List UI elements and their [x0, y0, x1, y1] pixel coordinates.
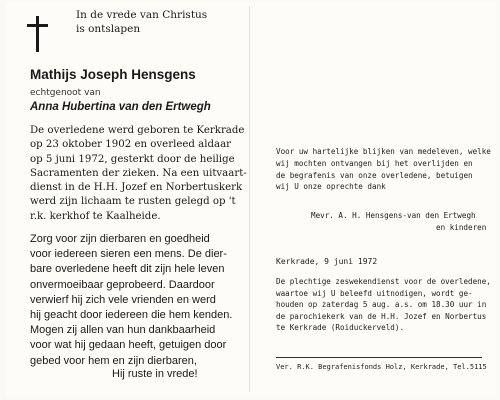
spouse-name: Anna Hubertina van den Ertwegh — [30, 101, 211, 113]
bio-line: De overledene werd geboren te Kerkrade — [30, 125, 245, 136]
tribute-line: voor wat hij gedaan heeft, getuigen door — [30, 339, 227, 352]
printer-rule — [276, 357, 482, 358]
thanks-message — [276, 146, 491, 193]
tribute-line: onvermoeibaar geprobeerd. Daardoor — [30, 278, 215, 291]
service-line: waartoe wij U beleefd uitnodigen, wordt ge- — [276, 288, 473, 298]
thanks-line: Voor uw hartelijke blijken van medeleven, welke — [276, 147, 491, 156]
service-notice — [276, 276, 491, 334]
tribute-line: Zorg voor zijn dierbaren en goedheid — [30, 233, 210, 245]
signature-family: en kinderen — [436, 223, 487, 232]
intro-line: In de vrede van Christus — [76, 9, 208, 21]
service-line: de parochiekerk van de H.H. Jozef en Norbertus — [276, 311, 487, 321]
signature-name: Mevr. A. H. Hensgens-van den Ertwegh — [311, 211, 476, 220]
tribute-line: voor iedereen sieren een mens. De dier- — [30, 248, 227, 261]
bio-line: op 23 oktober 1902 en overleed aldaar — [30, 139, 232, 151]
tribute-line: verwierf hij zich vele vrienden en werd — [30, 293, 216, 306]
fold-line — [249, 6, 250, 392]
place-date: Kerkrade, 9 juni 1972 — [276, 257, 378, 266]
spouse-label: echtgenoot van — [30, 88, 101, 98]
cross-icon-bar — [27, 24, 48, 27]
thanks-line: de begrafenis van onze overledene, betuigen — [276, 170, 473, 180]
tribute-paragraph — [30, 232, 232, 369]
tribute-line: Mogen zij allen van hun dankbaarheid — [30, 324, 216, 337]
bio-line: Sacramenten der zieken. Na een uitvaart- — [30, 167, 247, 179]
printer-credit: Ver. R.K. Begrafenisfonds Holz, Kerkrade, Tel.5115 — [276, 363, 487, 371]
thanks-line: wij U onze oprechte dank — [276, 182, 386, 192]
service-line: houden op zaterdag 5 aug. a.s. om 18.30 uur in — [276, 300, 487, 310]
intro-line: is ontslapen — [76, 23, 141, 35]
tribute-line: hij geacht door iedereen die hem kenden. — [30, 309, 233, 322]
service-line: te Kerkrade (Roiduckerveld). — [276, 323, 405, 333]
thanks-line: wij mochten ontvangen bij het overlijden en — [276, 158, 473, 168]
bio-line: dienst in de H.H. Jozef en Norbertuskerk — [30, 182, 243, 194]
bio-line: werd zijn lichaam te rusten gelegd op 't — [30, 196, 236, 208]
tribute-line: gebed voor hem en zijn dierbaren, — [30, 354, 197, 367]
cross-icon — [36, 16, 39, 52]
intro-text — [76, 8, 207, 36]
deceased-name: Mathijs Joseph Hensgens — [30, 67, 196, 82]
closing-line: Hij ruste in vrede! — [112, 368, 198, 380]
bio-line: op 5 juni 1972, gesterkt door de heilige — [30, 153, 235, 165]
biography — [30, 124, 247, 224]
service-line: De plechtige zeswekendienst voor de overledene, — [276, 277, 491, 286]
tribute-line: bare overledene heeft dit zijn hele leven — [30, 263, 225, 276]
bio-line: r.k. kerkhof te Kaalheide. — [30, 210, 161, 222]
